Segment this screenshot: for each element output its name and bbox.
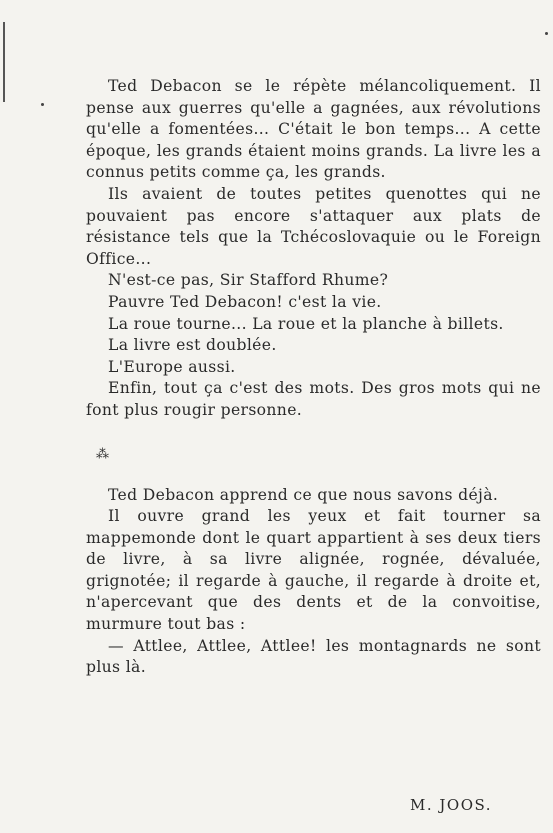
paragraph: L'Europe aussi. — [108, 357, 236, 376]
paragraph: Ted Debacon apprend ce que nous savons déjà. — [108, 485, 499, 504]
ink-speck — [545, 32, 548, 35]
section-separator-asterism: ⁂ — [96, 446, 110, 462]
paragraph: Ils avaient de toutes petites quenottes qui ne pouvaient pas encore s'attaquer aux plats de résistance tels que la Tchécoslovaquie ou le Foreign Office... — [86, 184, 541, 268]
author-signature: M. JOOS. — [410, 796, 493, 814]
paragraph: — Attlee, Attlee, Attlee! les montagnards ne sont plus là. — [86, 636, 541, 677]
paragraph: Ted Debacon se le répète mélancoliquement. Il pense aux guerres qu'elle a gagnées, aux révolutions qu'elle a fomentées... C'était le bon temps... A cette époque, les grands étaient moins grands. La livre les a connus petits comme ça, les grands. — [86, 77, 541, 182]
paragraph: La roue tourne... La roue et la planche à billets. — [108, 314, 504, 333]
paragraph: Il ouvre grand les yeux et fait tourner sa mappemonde dont le quart appartient à ses deux tiers de livre, à sa livre alignée, rognée, dévaluée, grignotée; il regarde à gauche, il regarde à droite et, n'apercevant que des dents et de la convoitise, murmure tout bas : — [86, 507, 541, 634]
page-edge-mark — [3, 22, 5, 102]
article-column — [86, 76, 541, 679]
paragraph: N'est-ce pas, Sir Stafford Rhume? — [108, 271, 389, 290]
paragraph: Pauvre Ted Debacon! c'est la vie. — [108, 292, 382, 311]
ink-speck — [41, 103, 44, 106]
paragraph: Enfin, tout ça c'est des mots. Des gros mots qui ne font plus rougir personne. — [86, 379, 541, 419]
paragraph: La livre est doublée. — [108, 336, 277, 355]
